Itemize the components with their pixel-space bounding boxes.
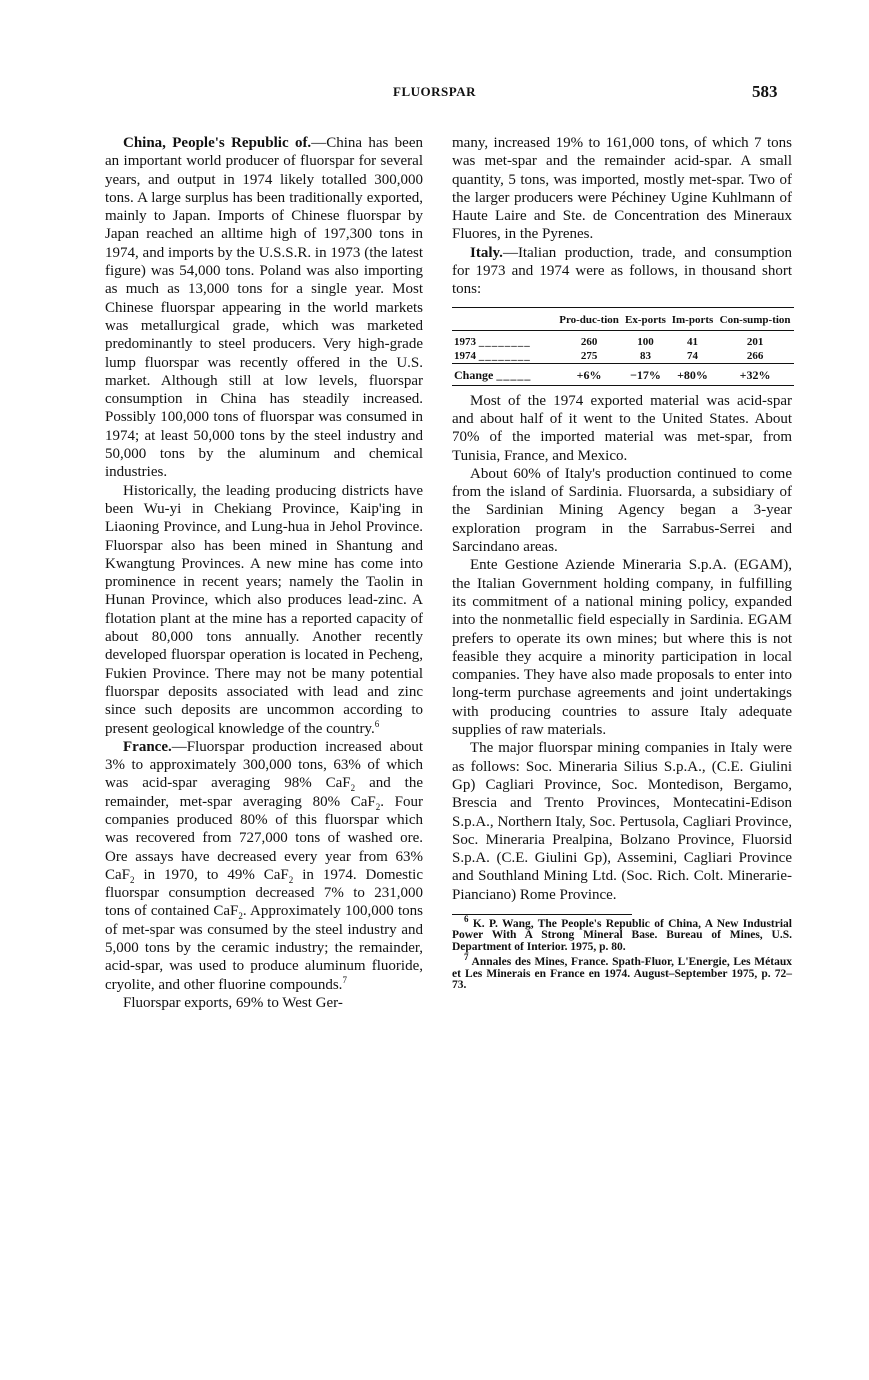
col-header: Pro-duc-tion (556, 307, 622, 330)
footnote-7: $^7$ Annales des Mines, France. Spath-Fluor, L'Energie, Les Métaux et Les Minerais en France en 1974. August–September 1975, p. 72–73. (452, 952, 792, 992)
running-header-title: FLUORSPAR (393, 84, 476, 99)
right-column (452, 134, 792, 992)
china-paragraph: China, People's Republic of.—China has been an important world producer of fluorspar for several years, and output in 1974 likely totalled 300,000 tons. A large surplus has been traditionally exported, mainly to Japan. Imports of Chinese fluorspar by Japan reached an alltime high of 197,300 tons in 1974, and imports by the U.S.S.R. in 1973 (the latest figure) was 54,000 tons. Poland was also importing as much as 13,000 tons for a single year. Most Chinese fluorspar appearing in the world markets was metallurgical grade, which was marketed predominantly to steel producers. Very high-grade lump fluorspar was recently offered in the U.S. market. Although still at low levels, fluorspar consumption in China has steadily increased. Possibly 100,000 tons of fluorspar was consumed in 1974; at least 50,000 tons by the steel industry and 50,000 tons by the aluminum and chemical industries. (105, 135, 423, 481)
col-header: Im-ports (669, 307, 716, 330)
exports-continued: many, increased 19% to 161,000 tons, of which 7 tons was met-spar and the remainder acid-spar. A small quantity, 5 tons, was imported, mostly met-spar. Two of the larger producers were Péchiney Ugine Kuhlmann of Haute Laire and Ste. de Concentration des Mineraux Fluores, in the Pyrenes. (452, 135, 792, 243)
footnote-ref: 7 (342, 974, 347, 985)
table-stub-header (452, 307, 556, 330)
exported-material-paragraph: Most of the 1974 exported material was acid-spar and about half of it went to the United States. About 70% of the imported material was met-spar, from Tunisia, France, and Mexico. (452, 392, 792, 464)
table-row: 1974 ________ 275 83 74 266 (454, 349, 764, 362)
china-heading: China, People's Republic of. (123, 135, 312, 151)
table-row: 1973 ________ 260 100 41 201 (454, 335, 764, 348)
exports-paragraph: Fluorspar exports, 69% to West Ger- (123, 994, 343, 1011)
footnote-ref: 6 (374, 718, 380, 729)
table-change-row: Change _____ +6% −17% +80% +32% (452, 363, 794, 385)
table-header-row (452, 307, 794, 330)
companies-paragraph: The major fluorspar mining companies in Italy were as follows: Soc. Mineraria Silius S.p.A., (C.E. Giulini Gp) Cagliari Province, Soc. Montedison, Bergamo, Brescia and Trento Provinces, Montecatini-Edison S.p.A., Northern Italy, Soc. Pertusola, Cagliari Province, Soc. Mineraria Prealpina, Bolzano Province, Fluorsid S.p.A. (C.E. Giulini Gp), Assemini, Cagliari Province and Southland Mining Ltd. (Soc. Rich. Colt. Minerarie-Pianciano) Rome Province. (452, 740, 792, 903)
left-column (105, 134, 423, 1012)
footnote-rule (452, 914, 632, 915)
france-paragraph: France.—Fluorspar production increased about 3% to approximately 300,000 tons, 63% of which was acid-spar averaging 98% CaF$_2$ and the remainder, met-spar averaging 80% CaF$_2$. Four companies produced 80% of this fluorspar which was recovered from 727,000 tons of washed ore. Ore assays have decreased every year from 63% CaF$_2$ in 1970, to 49% CaF$_2$ in 1974. Domestic fluorspar consumption decreased 7% to 231,000 tons of contained CaF$_2$. Approximately 100,000 tons of met-spar was consumed by the steel industry and 5,000 tons by the ceramic industry; the remainder, acid-spar, was used to produce aluminum fluoride, cryolite, and other fluorine compounds.$^7$ (105, 738, 424, 993)
france-heading: France. (123, 738, 172, 755)
historically-paragraph: Historically, the leading producing districts have been Wu-yi in Chekiang Province, Kaip'ing in Liaoning Province, and Lung-hua in Jehol Province. Fluorspar also has been mined in Shantung and Kwangtung Provinces. A new mine has come into prominence in recent years; namely the Taolin in Hunan Province, which also produces lead-zinc. A flotation plant at the mine has a reported capacity of about 80,000 tons annually. Another recently developed fluorspar operation is located in Pecheng, Fukien Province. There may not be many potential fluorspar deposits associated with lead and zinc since such deposits are uncommon according to present geological knowledge of the country.$^6$ (105, 482, 423, 737)
footnote-6: $^6$ K. P. Wang, The People's Republic of China, A New Industrial Power With A Strong Mineral Base. Bureau of Mines, U.S. Department of Interior. 1975, p. 80. (452, 914, 793, 953)
egam-paragraph: Ente Gestione Aziende Mineraria S.p.A. (EGAM), the Italian Government holding company, in fulfilling its commitment of a national mining policy, expanded into the nonmetallic field especially in Sardinia. EGAM prefers to operate its own mines; but where this is not feasible they acquire a minority participation in local companies. They have also made proposals to enter into long-term purchase agreements and joint undertakings with producing countries to assure Italy adequate supplies of raw materials. (452, 557, 792, 739)
italy-heading: Italy. (470, 244, 503, 261)
page-number: 583 (752, 82, 778, 101)
italy-paragraph: Italy.—Italian production, trade, and consumption for 1973 and 1974 were as follows, in thousand short tons: (452, 244, 792, 298)
sardinia-paragraph: About 60% of Italy's production continued to come from the island of Sardinia. Fluorsarda, a subsidiary of the Sardinian Mining Agency began a 3-year exploration program in the Sarrabus-Serrei and Sarcindano areas. (452, 465, 792, 556)
col-header: Ex-ports (622, 307, 669, 330)
col-header: Con-sump-tion (716, 307, 794, 330)
italy-trade-table (452, 307, 794, 386)
